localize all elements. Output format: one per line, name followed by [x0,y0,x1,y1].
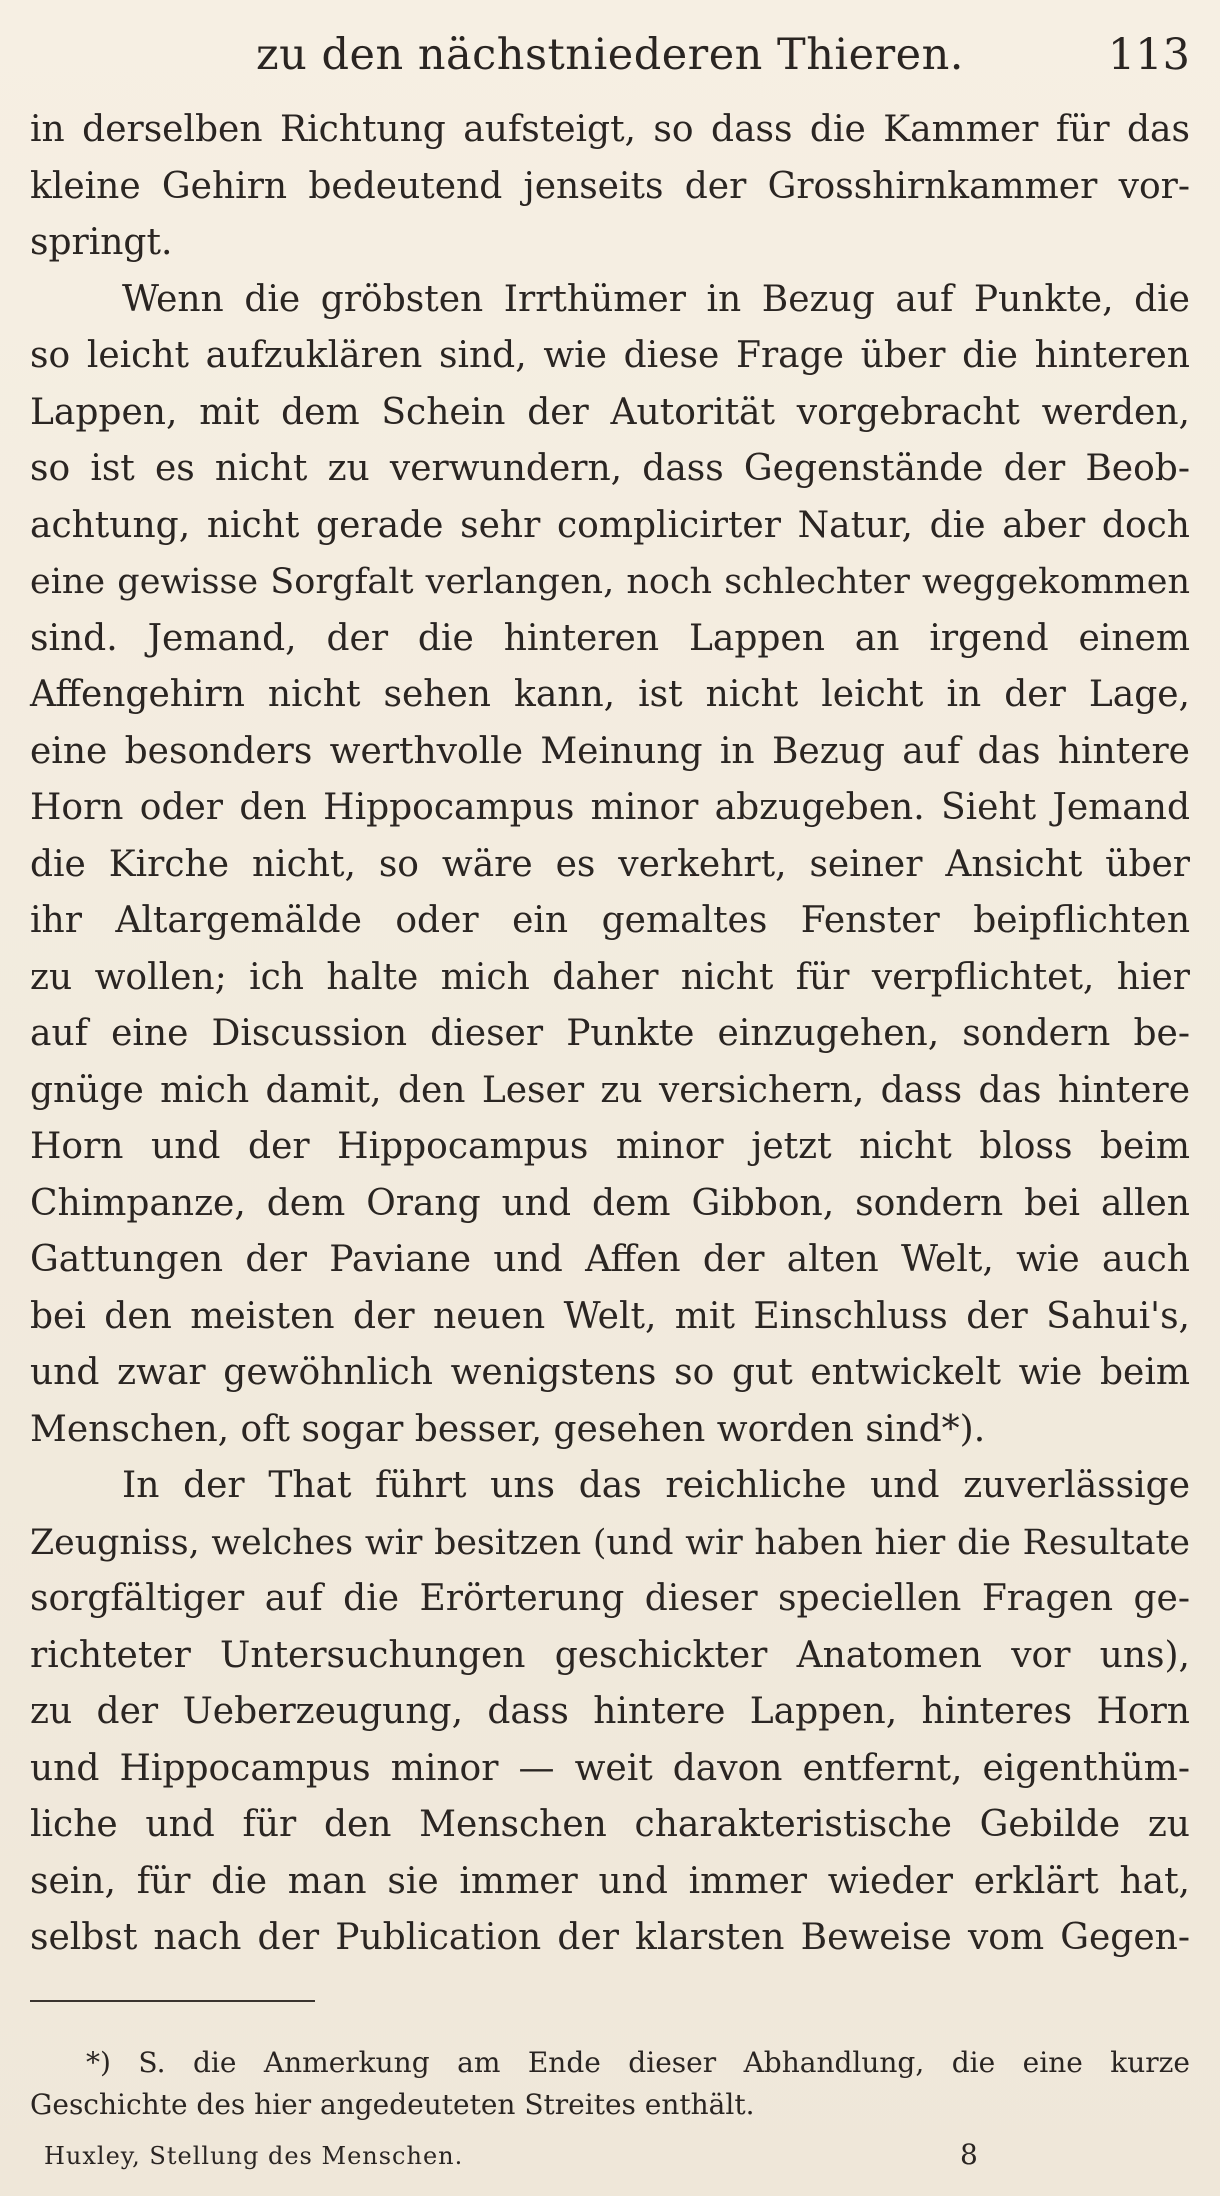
text-line: Lappen, mit dem Schein der Autorität vorgebracht werden, [30,391,1190,433]
text-line: achtung, nicht gerade sehr complicirter Natur, die aber doch [30,504,1190,546]
text-line: eine gewisse Sorgfalt verlangen, noch schlechter weggekommen [30,562,1190,602]
text-line: Menschen, oft sogar besser, gesehen worden sind*). [30,1408,986,1450]
text-line: Horn und der Hippocampus minor jetzt nicht bloss beim [30,1126,1190,1167]
text-line: richteter Untersuchungen geschickter Anatomen vor uns), [30,1634,1190,1676]
text-line: Chimpanze, dem Orang und dem Gibbon, sondern bei allen [30,1182,1190,1224]
text-line: sorgfältiger auf die Erörterung dieser speciellen Fragen ge- [30,1578,1190,1619]
printer-signature: Huxley, Stellung des Menschen. [44,2142,464,2170]
text-line: in derselben Richtung aufsteigt, so dass die Kammer für das [30,109,1190,150]
text-line: Zeugniss, welches wir besitzen (und wir haben hier die Resultate [30,1522,1190,1563]
text-line: Horn oder den Hippocampus minor abzugeben. Sieht Jemand [30,787,1190,828]
running-head [30,30,1190,90]
page-number: 113 [1107,30,1190,80]
footnote-rule [30,2000,315,2002]
running-title: zu den nächstniederen Thieren. [256,30,964,80]
sheet-mark: 8 [960,2138,978,2171]
text-line: springt. [30,222,173,263]
text-line: eine besonders werthvolle Meinung in Bezug auf das hintere [30,730,1190,772]
text-line: die Kirche nicht, so wäre es verkehrt, seiner Ansicht über [30,843,1190,885]
text-line: so ist es nicht zu verwundern, dass Gegenstände der Beob- [30,448,1190,489]
text-line: In der That führt uns das reichliche und zuverlässige [122,1465,1190,1506]
text-line: zu wollen; ich halte mich daher nicht für verpflichtet, hier [30,956,1190,998]
text-line: auf eine Discussion dieser Punkte einzugehen, sondern be- [30,1013,1190,1054]
footnote-line: Geschichte des hier angedeuteten Streites enthält. [30,2088,755,2121]
text-line: bei den meisten der neuen Welt, mit Einschluss der Sahui's, [30,1295,1190,1337]
text-line: kleine Gehirn bedeutend jenseits der Grosshirnkammer vor- [30,165,1190,207]
body-text [30,102,1190,1967]
text-line: Wenn die gröbsten Irrthümer in Bezug auf Punkte, die [122,278,1190,320]
text-line: Affengehirn nicht sehen kann, ist nicht leicht in der Lage, [30,674,1190,715]
text-line: und Hippocampus minor — weit davon entfernt, eigenthüm- [30,1747,1190,1789]
text-line: Gattungen der Paviane und Affen der alten Welt, wie auch [30,1239,1190,1280]
text-line: ihr Altargemälde oder ein gemaltes Fenster beipflichten [30,900,1190,941]
footnote [30,2042,1190,2126]
text-line: sein, für die man sie immer und immer wieder erklärt hat, [30,1860,1190,1902]
text-line: sind. Jemand, der die hinteren Lappen an irgend einem [30,617,1190,659]
text-line: und zwar gewöhnlich wenigstens so gut entwickelt wie beim [30,1352,1190,1393]
signature-line [30,2138,1190,2182]
text-line: selbst nach der Publication der klarsten Beweise vom Gegen- [30,1917,1190,1958]
text-line: gnüge mich damit, den Leser zu versichern, dass das hintere [30,1069,1190,1111]
text-line: so leicht aufzuklären sind, wie diese Frage über die hinteren [30,335,1190,376]
text-line: zu der Ueberzeugung, dass hintere Lappen, hinteres Horn [30,1691,1190,1732]
footnote-line: *) S. die Anmerkung am Ende dieser Abhandlung, die eine kurze [86,2046,1190,2079]
text-line: liche und für den Menschen charakteristische Gebilde zu [30,1804,1190,1845]
